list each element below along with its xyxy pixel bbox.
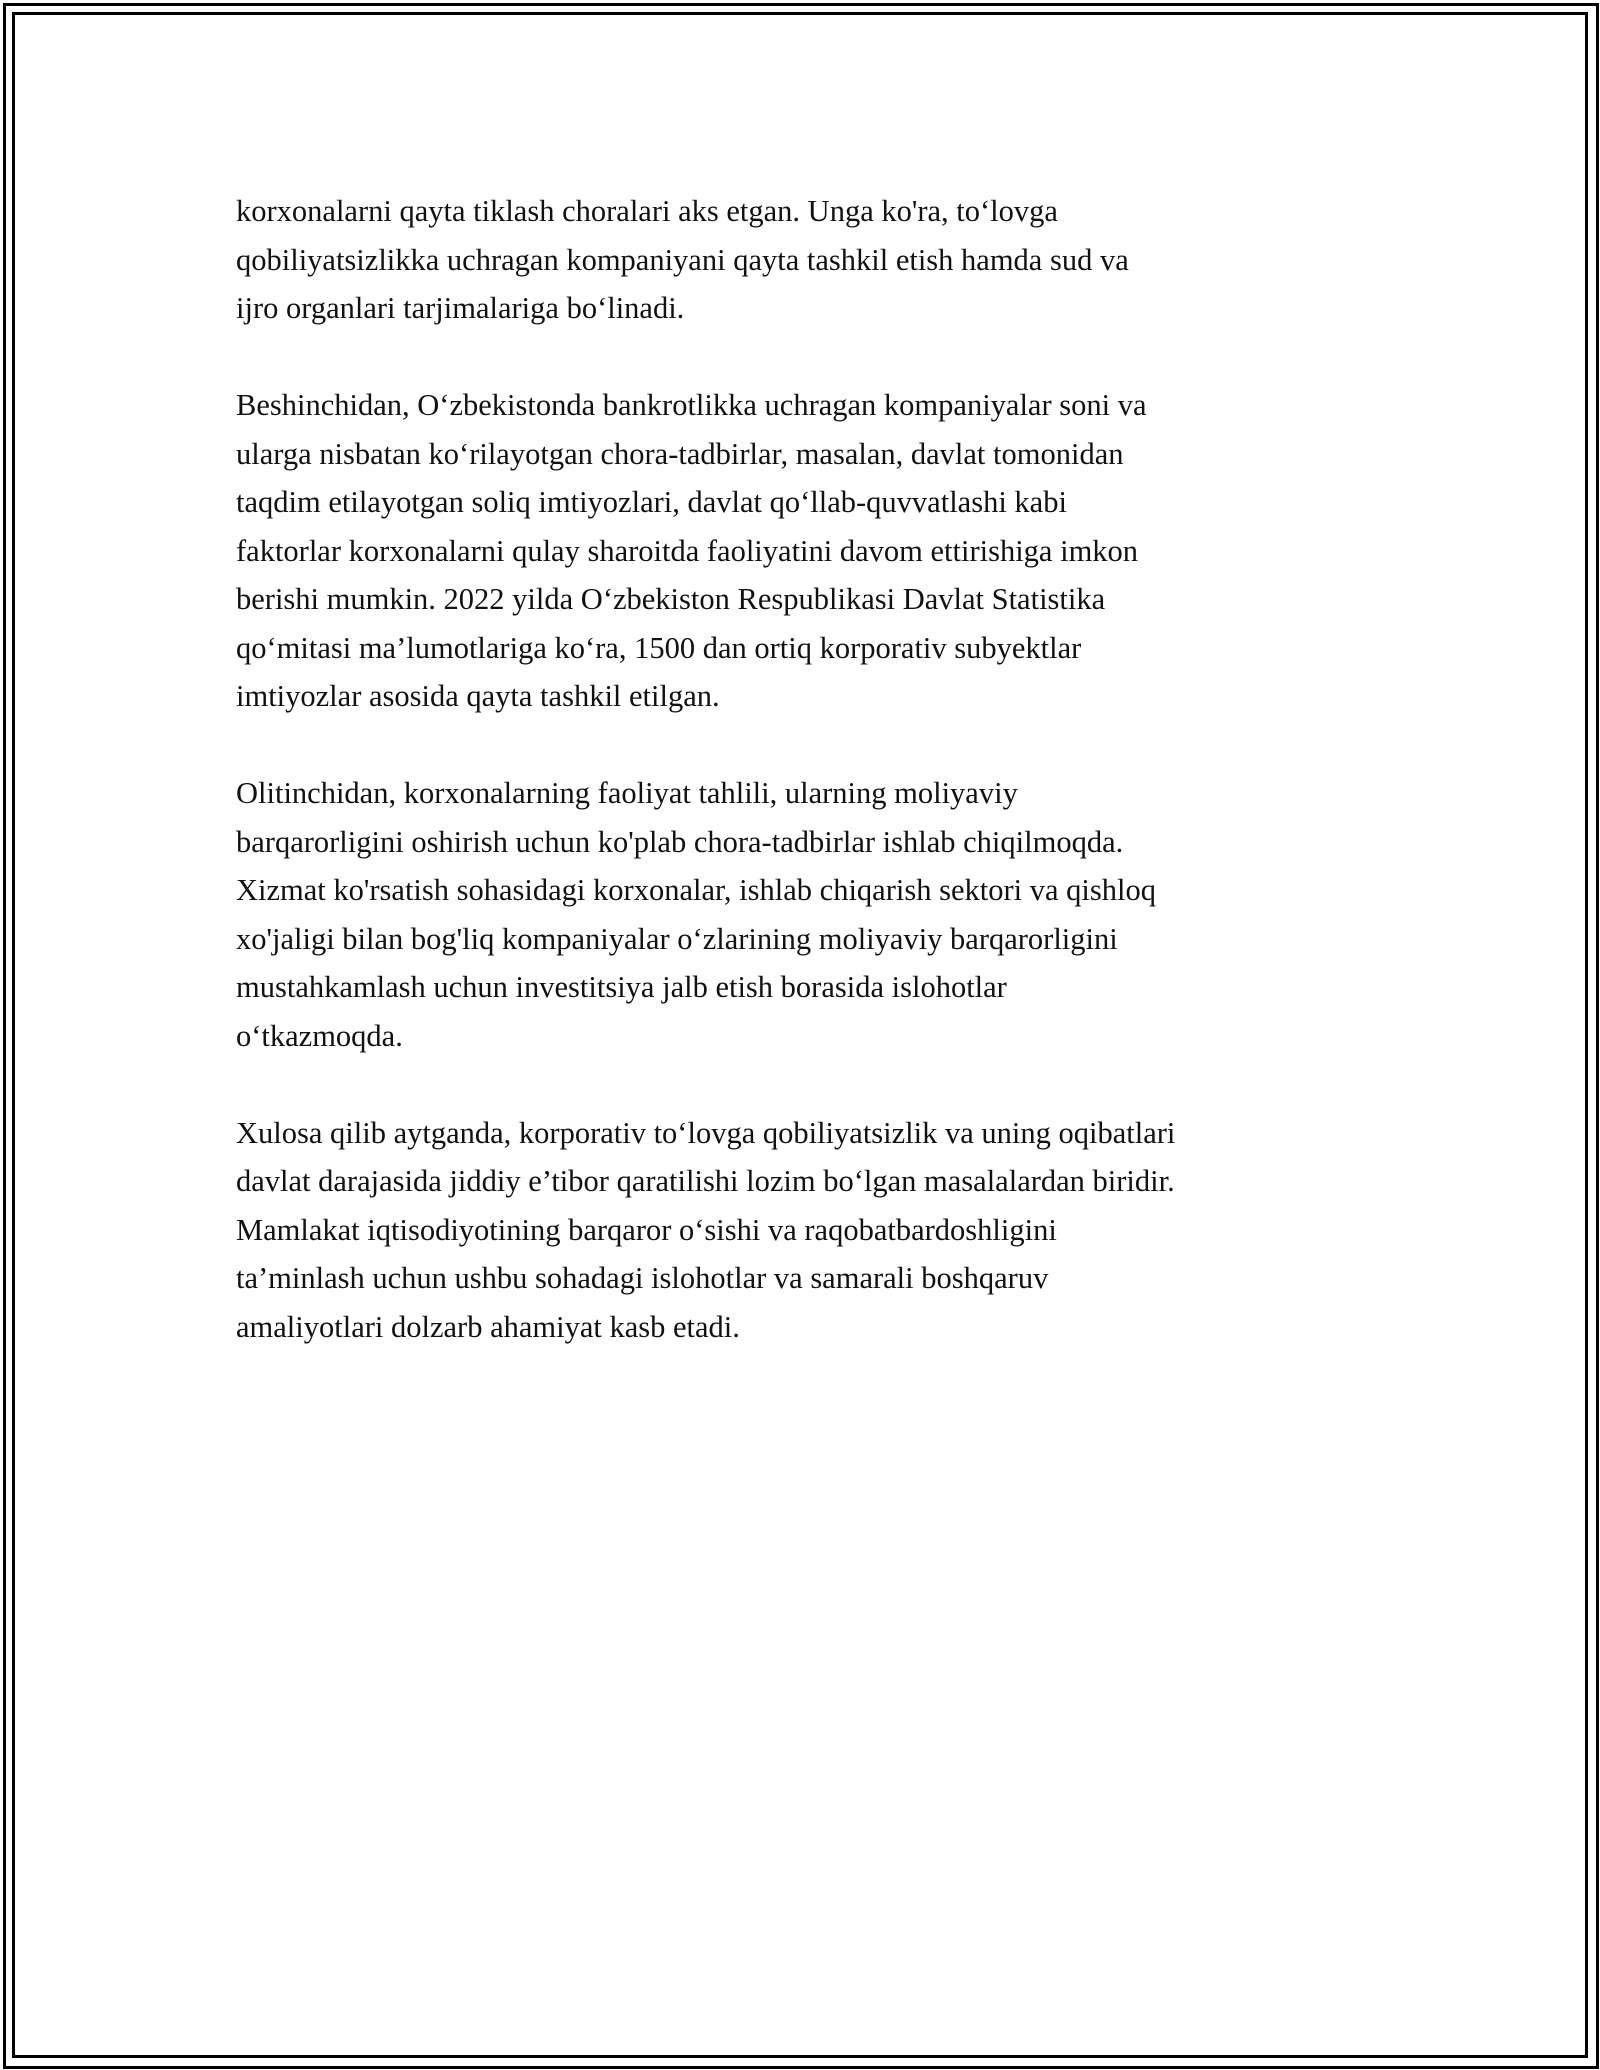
- paragraph-3: [236, 769, 1376, 1060]
- text-line: davlat darajasida jiddiy e’tibor qaratilishi lozim bo‘lgan masalalardan biridir.: [236, 1164, 1175, 1198]
- text-line: Xizmat ko'rsatish sohasidagi korxonalar, ishlab chiqarish sektori va qishloq: [236, 873, 1156, 907]
- text-line: o‘tkazmoqda.: [236, 1018, 403, 1053]
- text-line: amaliyotlari dolzarb ahamiyat kasb etadi.: [236, 1309, 740, 1344]
- text-line: korxonalarni qayta tiklash choralari aks etgan. Unga ko'ra, to‘lovga: [236, 194, 1058, 228]
- text-line: faktorlar korxonalarni qulay sharoitda faoliyatini davom ettirishiga imkon: [236, 533, 1139, 568]
- text-line: xo'jaligi bilan bog'liq kompaniyalar o‘zlarining moliyaviy barqarorligini: [236, 921, 1118, 956]
- text-line: taqdim etilayotgan soliq imtiyozlari, davlat qo‘llab-quvvatlashi kabi: [236, 485, 1067, 519]
- text-line: mustahkamlash uchun investitsiya jalb etish borasida islohotlar: [236, 970, 1007, 1004]
- text-line: barqarorligini oshirish uchun ko'plab chora-tadbirlar ishlab chiqilmoqda.: [236, 824, 1124, 859]
- text-line: Xulosa qilib aytganda, korporativ to‘lovga qobiliyatsizlik va uning oqibatlari: [236, 1115, 1176, 1150]
- text-line: Beshinchidan, O‘zbekistonda bankrotlikka uchragan kompaniyalar soni va: [236, 388, 1147, 422]
- document-body: [236, 187, 1376, 1400]
- paragraph-2: [236, 381, 1376, 721]
- text-line: ularga nisbatan ko‘rilayotgan chora-tadbirlar, masalan, davlat tomonidan: [236, 436, 1124, 471]
- paragraph-4: [236, 1109, 1376, 1352]
- text-line: imtiyozlar asosida qayta tashkil etilgan.: [236, 679, 720, 713]
- text-line: Mamlakat iqtisodiyotining barqaror o‘sishi va raqobatbardoshligini: [236, 1212, 1057, 1247]
- text-line: qobiliyatsizlikka uchragan kompaniyani qayta tashkil etish hamda sud va: [236, 242, 1129, 277]
- text-line: ijro organlari tarjimalariga bo‘linadi.: [236, 291, 685, 325]
- paragraph-1: [236, 187, 1376, 333]
- text-line: Olitinchidan, korxonalarning faoliyat tahlili, ularning moliyaviy: [236, 776, 1018, 810]
- text-line: qo‘mitasi ma’lumotlariga ko‘ra, 1500 dan ortiq korporativ subyektlar: [236, 630, 1082, 665]
- text-line: ta’minlash uchun ushbu sohadagi islohotlar va samarali boshqaruv: [236, 1261, 1049, 1295]
- text-line: berishi mumkin. 2022 yilda O‘zbekiston Respublikasi Davlat Statistika: [236, 582, 1106, 616]
